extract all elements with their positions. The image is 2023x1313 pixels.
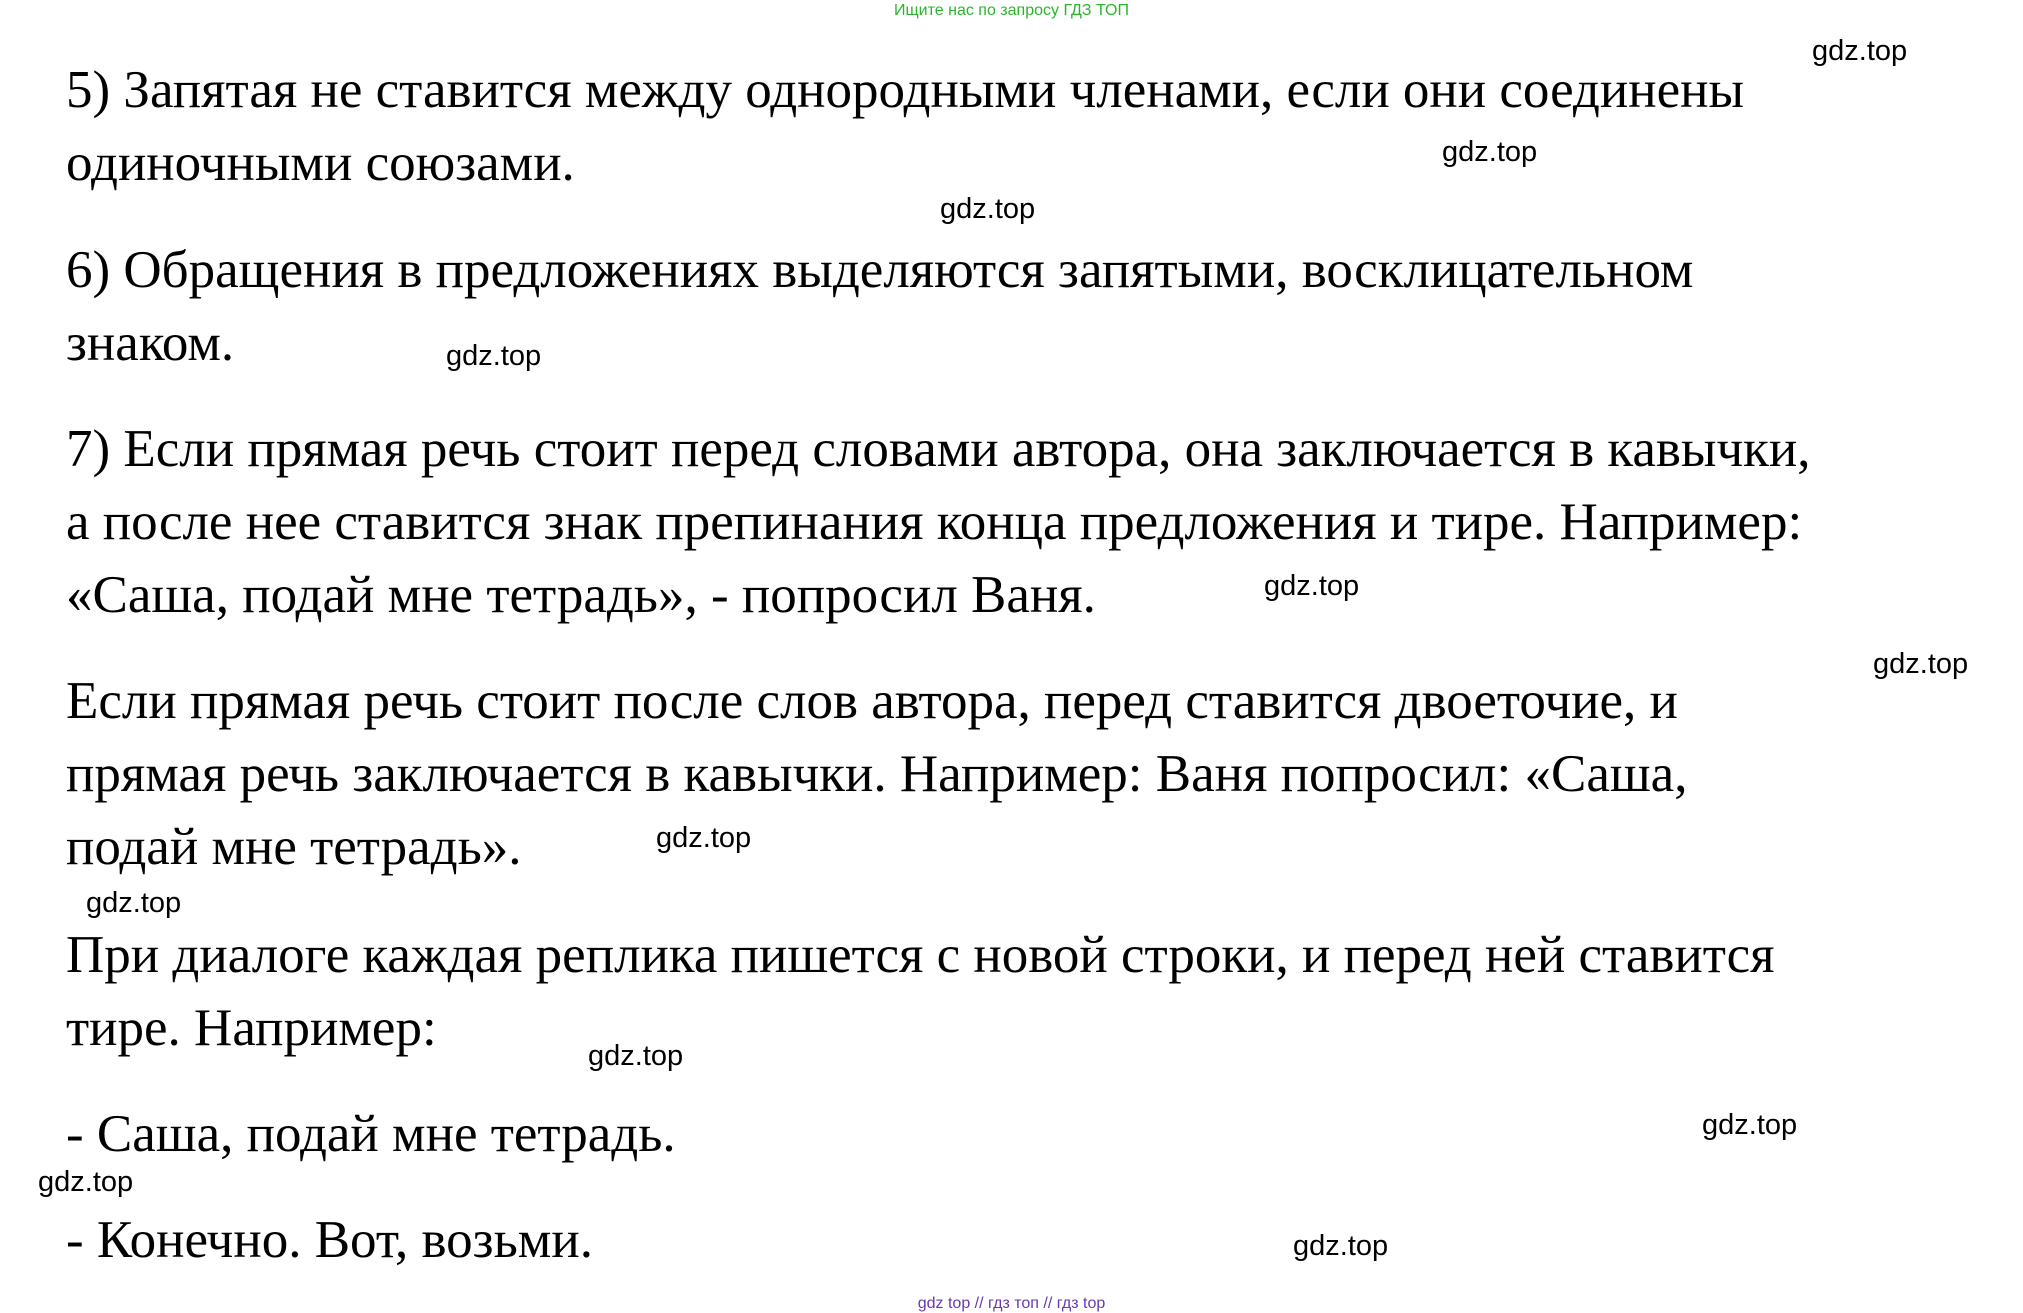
watermark: gdz.top xyxy=(656,822,752,854)
watermark: gdz.top xyxy=(940,193,1036,225)
text-line: При диалоге каждая реплика пишется с новой строки, и перед ней ставится xyxy=(66,926,1775,984)
watermark: gdz.top xyxy=(588,1040,684,1072)
watermark: gdz.top xyxy=(446,340,542,372)
watermark: gdz.top xyxy=(1812,35,1908,67)
watermark: gdz.top xyxy=(1442,136,1538,168)
text-line: «Саша, подай мне тетрадь», - попросил Ваня. xyxy=(66,566,1096,624)
footer-link-gdz-top-ru[interactable]: гдз топ xyxy=(988,1295,1039,1312)
watermark: gdz.top xyxy=(1702,1109,1798,1141)
text-line: одиночными союзами. xyxy=(66,134,575,192)
text-line: 5) Запятая не ставится между однородными членами, если они соединены xyxy=(66,61,1745,119)
text-line: - Саша, подай мне тетрадь. xyxy=(66,1105,676,1163)
text-line: 6) Обращения в предложениях выделяются запятыми, восклицательном xyxy=(66,241,1694,299)
footer-link-gdz-top[interactable]: gdz top xyxy=(917,1295,971,1312)
text-line: а после нее ставится знак препинания конца предложения и тире. Например: xyxy=(66,493,1803,551)
text-line: знаком. xyxy=(66,314,235,372)
text-line: - Конечно. Вот, возьми. xyxy=(66,1211,593,1269)
text-line: 7) Если прямая речь стоит перед словами автора, она заключается в кавычки, xyxy=(66,420,1811,478)
watermark: gdz.top xyxy=(86,887,182,919)
watermark: gdz.top xyxy=(1293,1230,1389,1262)
footer-link-gdz-top-mixed[interactable]: гдз top xyxy=(1056,1295,1106,1312)
watermark: gdz.top xyxy=(1873,648,1969,680)
footer-separator: // xyxy=(1043,1295,1053,1312)
footer-links xyxy=(0,1295,2023,1313)
footer-separator: // xyxy=(974,1295,984,1312)
top-banner: Ищите нас по запросу ГДЗ ТОП xyxy=(894,2,1129,19)
text-line: тире. Например: xyxy=(66,999,437,1057)
text-line: прямая речь заключается в кавычки. Например: Ваня попросил: «Саша, xyxy=(66,745,1688,803)
watermark: gdz.top xyxy=(1264,570,1360,602)
watermark: gdz.top xyxy=(38,1166,134,1198)
text-line: подай мне тетрадь». xyxy=(66,818,522,876)
text-line: Если прямая речь стоит после слов автора, перед ставится двоеточие, и xyxy=(66,672,1678,730)
